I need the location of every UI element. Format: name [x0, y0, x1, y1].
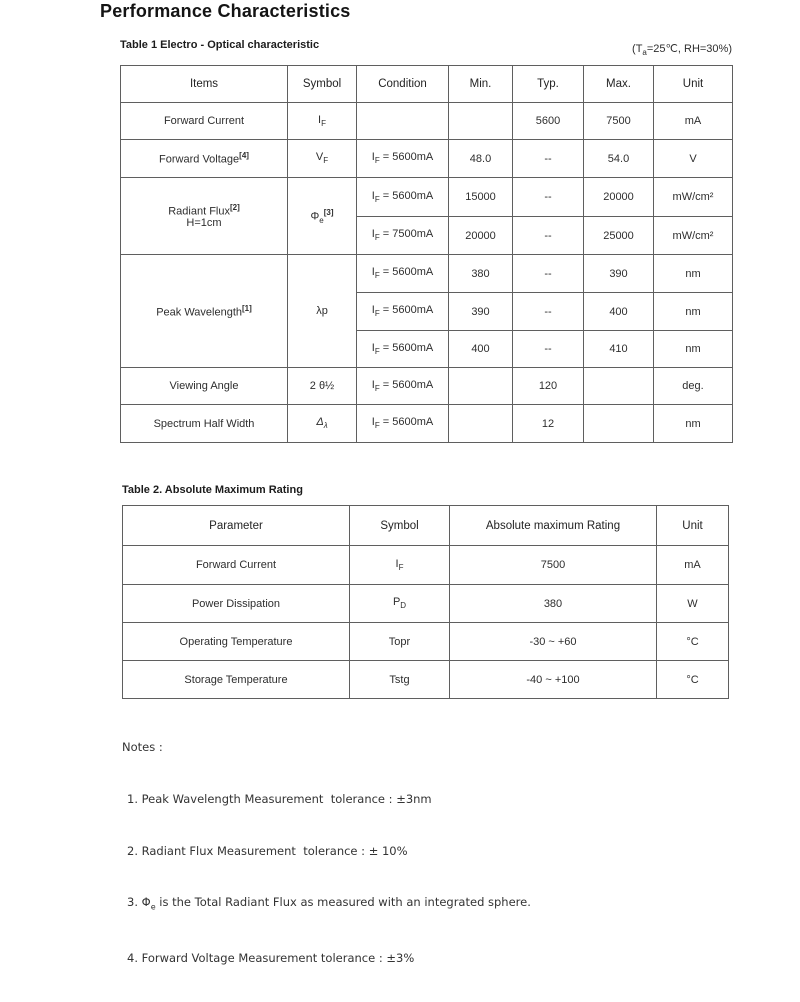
min-cell: [449, 405, 513, 443]
table-row: [121, 405, 733, 443]
condition-cell: $I_F = 5600mA$: [357, 178, 449, 217]
note-item: 4. Forward Voltage Measurement tolerance : ±3%: [127, 951, 415, 966]
condition-cell: $I_F = 5600mA$: [357, 140, 449, 178]
note-item: 1. Peak Wavelength Measurement tolerance : ±3nm: [127, 792, 432, 807]
table1-test-conditions: ($T_a=25℃$, RH=30%): [632, 43, 732, 58]
unit-cell: °C: [657, 623, 729, 661]
unit-cell: °C: [657, 661, 729, 699]
table1-header-items: Items: [121, 66, 288, 103]
typ-cell: --: [513, 178, 584, 217]
max-cell: 54.0: [584, 140, 654, 178]
min-cell: [449, 103, 513, 140]
table-row: [123, 546, 729, 585]
symbol-cell: 2 θ½: [288, 368, 357, 405]
table1-header-max: Max.: [584, 66, 654, 103]
note-item: 3. $\Phi_e$ is the Total Radiant Flux as measured with an integrated sphere.: [127, 895, 531, 912]
table2-header-rating: Absolute maximum Rating: [450, 506, 657, 546]
condition-cell: $I_F = 7500mA$: [357, 217, 449, 255]
item-cell: Forward Voltage[4]: [121, 140, 288, 178]
typ-cell: 5600: [513, 103, 584, 140]
min-cell: 400: [449, 331, 513, 368]
symbol-cell: $I_F$: [350, 546, 450, 585]
typ-cell: --: [513, 255, 584, 293]
unit-cell: deg.: [654, 368, 733, 405]
parameter-cell: Forward Current: [123, 546, 350, 585]
condition-cell: $I_F = 5600mA$: [357, 331, 449, 368]
table1-electro-optical: [120, 65, 733, 443]
unit-cell: nm: [654, 331, 733, 368]
max-cell: 390: [584, 255, 654, 293]
symbol-cell: $\Delta_\lambda$: [288, 405, 357, 443]
table1-caption-row: [120, 36, 732, 58]
symbol-cell: Tstg: [350, 661, 450, 699]
table-row: [121, 255, 733, 293]
table2-header-parameter: Parameter: [123, 506, 350, 546]
condition-cell: $I_F = 5600mA$: [357, 255, 449, 293]
table1-header-min: Min.: [449, 66, 513, 103]
parameter-cell: Power Dissipation: [123, 585, 350, 623]
table1-header-typ: Typ.: [513, 66, 584, 103]
item-cell: Radiant Flux[2] H=1cm: [121, 178, 288, 255]
table-row: [121, 368, 733, 405]
min-cell: 15000: [449, 178, 513, 217]
unit-cell: mA: [654, 103, 733, 140]
item-cell: Viewing Angle: [121, 368, 288, 405]
min-cell: 48.0: [449, 140, 513, 178]
condition-cell: $I_F = 5600mA$: [357, 293, 449, 331]
min-cell: 20000: [449, 217, 513, 255]
table2-caption: Table 2. Absolute Maximum Rating: [122, 484, 303, 496]
max-cell: 400: [584, 293, 654, 331]
table2-header-symbol: Symbol: [350, 506, 450, 546]
condition-cell: $I_F = 5600mA$: [357, 405, 449, 443]
table-row: [123, 623, 729, 661]
rating-cell: -40 ~ +100: [450, 661, 657, 699]
max-cell: 20000: [584, 178, 654, 217]
unit-cell: V: [654, 140, 733, 178]
table2-header-row: [123, 506, 729, 546]
symbol-cell: $P_D$: [350, 585, 450, 623]
symbol-cell: $V_F$: [288, 140, 357, 178]
parameter-cell: Storage Temperature: [123, 661, 350, 699]
unit-cell: mA: [657, 546, 729, 585]
symbol-cell: $\Phi_e[3]$: [288, 178, 357, 255]
max-cell: 7500: [584, 103, 654, 140]
parameter-cell: Operating Temperature: [123, 623, 350, 661]
item-cell: Peak Wavelength[1]: [121, 255, 288, 368]
symbol-cell: Topr: [350, 623, 450, 661]
table1-caption: Table 1 Electro - Optical characteristic: [120, 39, 320, 52]
table-row: [121, 140, 733, 178]
table1-header-symbol: Symbol: [288, 66, 357, 103]
condition-cell: [357, 103, 449, 140]
unit-cell: nm: [654, 293, 733, 331]
table2-header-unit: Unit: [657, 506, 729, 546]
symbol-cell: λp: [288, 255, 357, 368]
rating-cell: 7500: [450, 546, 657, 585]
page-title: Performance Characteristics: [100, 1, 351, 21]
typ-cell: --: [513, 331, 584, 368]
unit-cell: mW/cm²: [654, 178, 733, 217]
notes-section: [122, 705, 531, 1002]
max-cell: [584, 368, 654, 405]
table1-header-condition: Condition: [357, 66, 449, 103]
table-row: [121, 103, 733, 140]
table1-header-unit: Unit: [654, 66, 733, 103]
min-cell: [449, 368, 513, 405]
typ-cell: 120: [513, 368, 584, 405]
max-cell: 25000: [584, 217, 654, 255]
item-cell: Spectrum Half Width: [121, 405, 288, 443]
typ-cell: --: [513, 293, 584, 331]
table-row: [123, 661, 729, 699]
min-cell: 390: [449, 293, 513, 331]
typ-cell: --: [513, 140, 584, 178]
unit-cell: nm: [654, 255, 733, 293]
symbol-cell: $I_F$: [288, 103, 357, 140]
unit-cell: mW/cm²: [654, 217, 733, 255]
max-cell: 410: [584, 331, 654, 368]
table2-absolute-maximum-rating: [122, 505, 729, 699]
table-row: [123, 585, 729, 623]
unit-cell: W: [657, 585, 729, 623]
condition-cell: $I_F = 5600mA$: [357, 368, 449, 405]
table-row: [121, 178, 733, 217]
notes-title: Notes :: [122, 740, 163, 755]
rating-cell: -30 ~ +60: [450, 623, 657, 661]
note-item: 2. Radiant Flux Measurement tolerance : ± 10%: [127, 843, 408, 858]
table1-header-row: [121, 66, 733, 103]
item-cell: Forward Current: [121, 103, 288, 140]
rating-cell: 380: [450, 585, 657, 623]
unit-cell: nm: [654, 405, 733, 443]
min-cell: 380: [449, 255, 513, 293]
typ-cell: --: [513, 217, 584, 255]
max-cell: [584, 405, 654, 443]
typ-cell: 12: [513, 405, 584, 443]
